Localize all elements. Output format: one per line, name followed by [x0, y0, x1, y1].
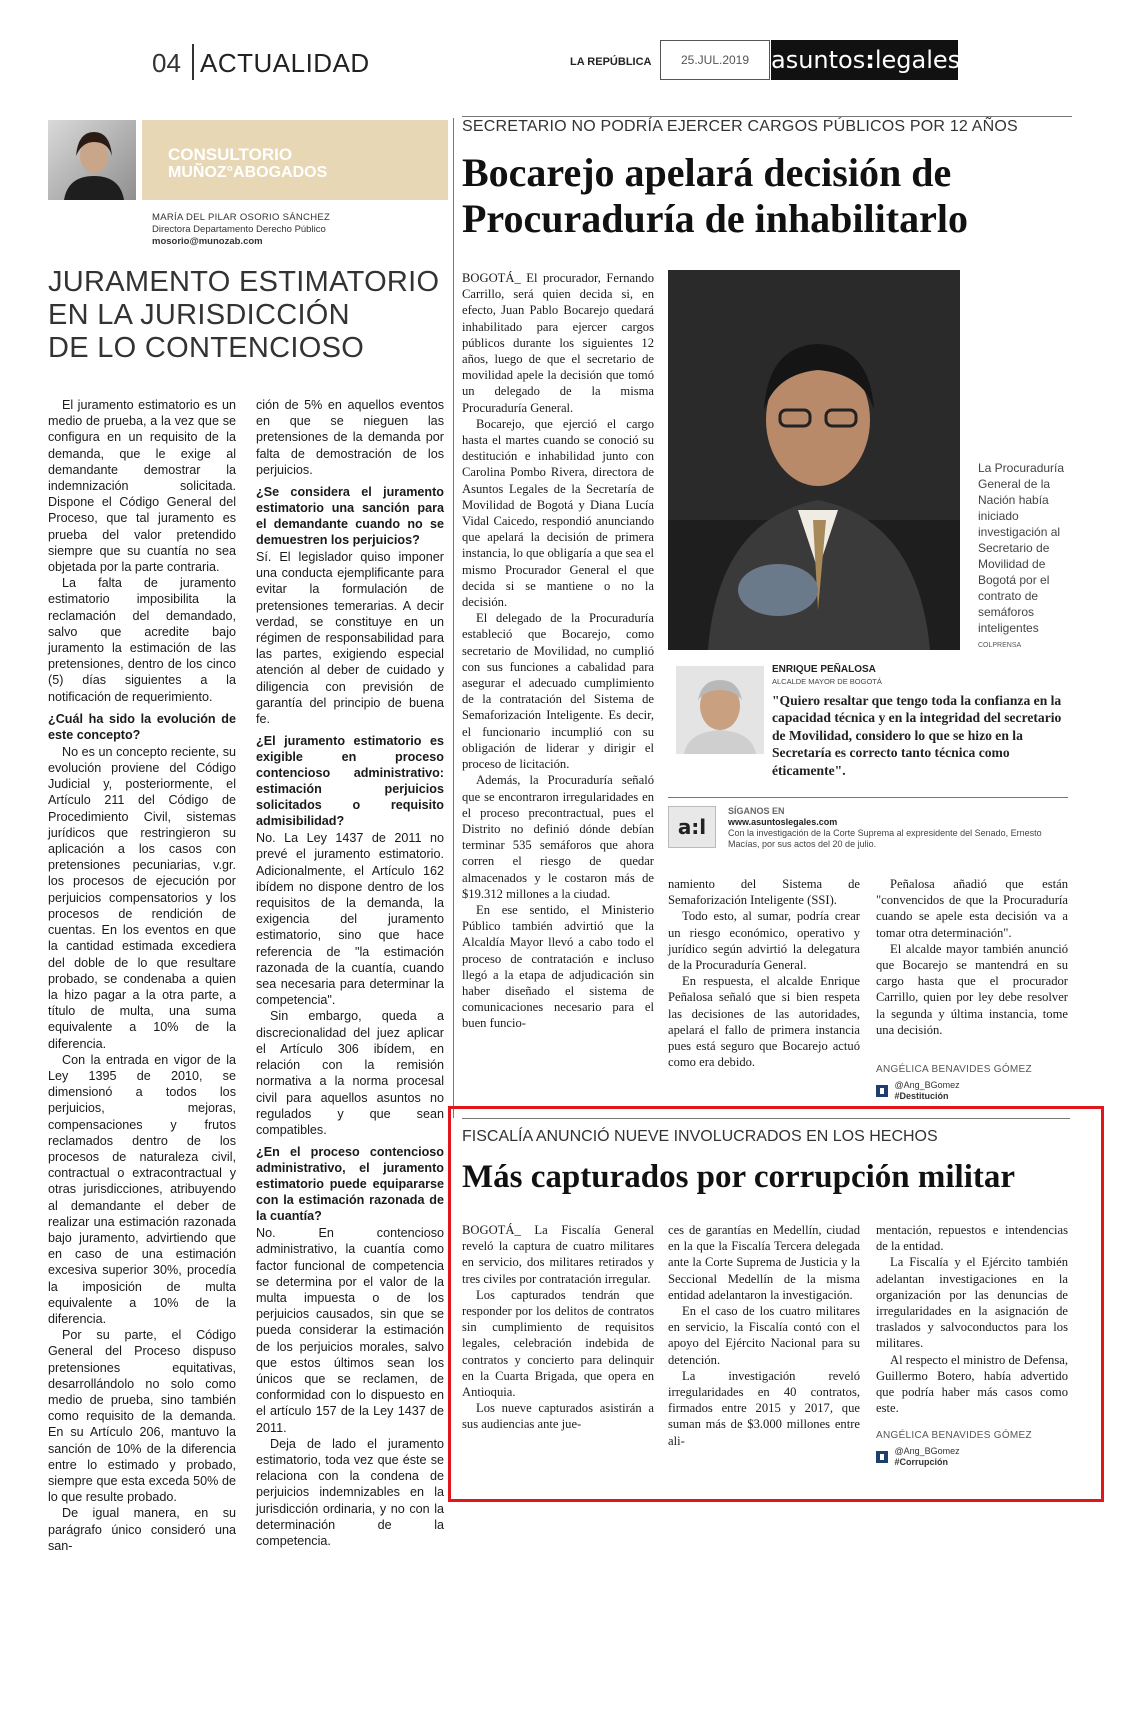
story2-author: ANGÉLICA BENAVIDES GÓMEZ — [876, 1430, 1032, 1441]
story1-headline: Bocarejo apelará decisión de Procuraduría de inhabilitarlo — [462, 150, 968, 241]
follow-rule — [668, 797, 1068, 798]
paragraph: No es un concepto reciente, su evolución proviene del Código Judicial y, posteriormente, el Artículo 211 del Código de Procedimiento Civil, sistemas jurídicos que restringieron su aplicación a los casos con pretensiones pecuniarias, v.gr. los procesos de ejecución por perjuicios compensatorios y los procesos de rendición de cuentas. En los eventos en que la cantidad estimada excediera del doble de lo que resultare probado, se condenaba a quien la hizo pagar a la otra parte, a título de multa, una suma equivalente a 10% de la diferencia. — [48, 744, 236, 1051]
paragraph: Todo esto, al sumar, podría crear un riesgo económico, operativo y jurídico según advirtió la delegatura de la Procuraduría General. — [668, 909, 860, 973]
paragraph: El delegado de la Procuraduría estableció que Bocarejo, como secretario de Movilidad, no cumplió con sus funciones a cabalidad para asegurar el adecuado cumplimiento de la contratación del Sistema de Semaforización Inteligente. Es decir, el funcionario incumplió con su obligación de liderar y dirigir el proceso de licitación. — [462, 611, 654, 772]
hashtag[interactable]: #Corrupción — [894, 1457, 949, 1467]
story1-column-1 — [462, 270, 654, 1090]
paragraph: Con la entrada en vigor de la Ley 1395 de 2010, se dimensionó a todos los perjuicios, mejoras, compensaciones y frutos reclamados dentro de los procesos de naturaleza civil, contractual o extracontractual y otras jurisdicciones, atribuyendo al demandante el deber de realizar una estimación razonada bajo juramento, advirtiendo que en caso de una estimación excesiva superior 30%, procedía la imposición de multa equivalente a 10% de la diferencia. — [48, 1052, 236, 1326]
page-number: 04 — [152, 48, 181, 78]
paragraph: Sin embargo, queda a discrecionalidad del juez aplicar el Artículo 306 ibídem, en relación con la remisión normativa a la norma procesal civil para aquellos asuntos no regulados y que sean compatibles. — [256, 1009, 444, 1137]
story1-kicker: SECRETARIO NO PODRÍA EJERCER CARGOS PÚBLICOS POR 12 AÑOS — [462, 118, 1018, 135]
quote-name: ENRIQUE PEÑALOSA — [772, 664, 876, 675]
paragraph: La falta de juramento estimatorio imposibilita la reclamación del demandado, salvo que acredite bajo juramento la estimación de las pretensiones, dentro de los cinco (5) días siguientes a la notificación de requerimiento. — [48, 576, 236, 704]
consultorio-band — [142, 120, 448, 200]
story2-column-2 — [668, 1222, 860, 1449]
story2-kicker: FISCALÍA ANUNCIÓ NUEVE INVOLUCRADOS EN LOS HECHOS — [462, 1128, 938, 1145]
person-icon — [676, 666, 764, 754]
page-header — [0, 0, 1122, 90]
paragraph: Sí. El legislador quiso imponer una conducta ejemplificante para evitar la formulación de pretensiones temerarias. A decir verdad, se constituye en un régimen de responsabilidad para las partes, exigiendo especial atención al deber de cuidado y diligencia con previsión de garantía del principio de buena fe. — [256, 550, 444, 727]
story2-headline: Más capturados por corrupción militar — [462, 1159, 1016, 1195]
follow-label: SÍGANOS EN — [728, 806, 785, 816]
paragraph: Al respecto el ministro de Defensa, Guillermo Botero, había advertido que podría haber más casos como este. — [876, 1352, 1068, 1416]
question-heading: ¿Cuál ha sido la evolución de este concepto? — [48, 711, 236, 742]
paragraph: El alcalde mayor también anunció que Bocarejo se mantendrá en su cargo hasta que el procurador Carrillo, quien por ley debe resolver la segunda y última instancia, tome una decisión. — [876, 941, 1068, 1037]
paragraph: mentación, repuestos e intendencias de la entidad. — [876, 1223, 1068, 1254]
follow-block — [728, 806, 1058, 850]
story2-column-1 — [462, 1222, 654, 1433]
brand-logo: asuntos:legales — [771, 40, 958, 80]
story1-column-3 — [876, 876, 1068, 1038]
paragraph: namiento del Sistema de Semaforización Inteligente (SSI). — [668, 877, 860, 908]
story2-top-rule — [462, 1118, 1070, 1119]
paragraph: No. La Ley 1437 de 2011 no prevé el juramento estimatorio. Adicionalmente, el Artículo 162 ibídem no dispone dentro de los requisitos de la demanda, la exigencia del juramento estimatorio, sino que hace referencia de "la estimación razonada de la cuantía, cuando sea necesaria para determinar la competencia". — [256, 831, 444, 1008]
paragraph: BOGOTÁ_ El procurador, Fernando Carrillo, será quien decida si, en efecto, Juan Pablo Bocarejo quedará inhabilitado para ejercer cargos públicos durante los siguientes 12 años, luego de que el secretario de movilidad apele la decisión que tomó un delegado de la misma Procuraduría General. — [462, 271, 654, 415]
twitter-handle[interactable]: @Ang_BGomez — [894, 1080, 960, 1090]
author-role: Directora Departamento Derecho Público — [152, 224, 326, 235]
quote-role: ALCALDE MAYOR DE BOGOTÁ — [772, 677, 882, 686]
header-divider — [192, 44, 194, 80]
hashtag[interactable]: #Destitución — [894, 1091, 949, 1101]
follow-logo: a:l — [668, 806, 716, 848]
paragraph: Además, la Procuraduría señaló que se encontraron irregularidades en el proceso precontractual, pues el Distrito no definió dónde debían terminar 535 semáforos que ahora corren el riesgo de quedar almacenados y le costaron más de $19.312 millones a la ciudad. — [462, 773, 654, 901]
story1-photo — [668, 270, 960, 650]
photo-credit: COLPRENSA — [978, 642, 1022, 649]
paragraph: En respuesta, el alcalde Enrique Peñalosa señaló que si bien respeta las decisiones de las autoridades, apelará el fallo de primera instancia pues está seguro que Bocarejo actuó como era debido. — [668, 974, 860, 1070]
author-name: MARÍA DEL PILAR OSORIO SÁNCHEZ — [152, 212, 331, 223]
question-heading: ¿Se considera el juramento estimatorio una sanción para el demandante cuando no se demuestren los perjuicios? — [256, 485, 444, 548]
paragraph: Los capturados tendrán que responder por los delitos de contratos sin cumplimiento de requisitos legales, celebración indebida de contratos y concierto para delinquir en la Cuarta Brigada, que opera en Antioquia. — [462, 1287, 654, 1400]
twitter-icon — [876, 1451, 888, 1463]
photo-caption: La Procuraduría General de la Nación había iniciado investigación al Secretario de Movilidad de Bogotá por el contrato de semáforos inteligentes — [978, 461, 1065, 635]
author-block — [152, 212, 330, 248]
paragraph: Bocarejo, que ejerció el cargo hasta el martes cuando se conoció su destitución e inhabilidad junto con Carolina Pombo Rivera, directora de Asuntos Legales de la Secretaría de Movilidad de Bogotá y Diana Lucía Vidal Caicedo, respondió anunciando que apelará la decisión de primera instancia, lo que obligaría a que sea el mismo Procurador General el que decida si se mantiene o no la decisión. — [462, 416, 654, 610]
paragraph: En ese sentido, el Ministerio Público también advirtió que la Alcaldía Mayor llevó a cabo todo el proceso de contratación e incluso llegó a la etapa de adjudicación sin haber diseñado el sistema de comunicaciones necesario para el buen funcio- — [462, 902, 654, 1031]
story1-author: ANGÉLICA BENAVIDES GÓMEZ — [876, 1064, 1032, 1075]
paragraph: Peñalosa añadió que están "convencidos de que la Procuraduría cuando se apele esta decisión va a tomar otra determinación". — [876, 877, 1068, 940]
paragraph: La investigación reveló irregularidades en 40 contratos, firmados entre 2015 y 2017, que suman más de $3.000 millones entre ali- — [668, 1368, 860, 1448]
column-divider — [453, 118, 454, 1118]
paragraph: Deja de lado el juramento estimatorio, toda vez que éste se relaciona con la condena de perjuicios indemnizables en la jurisdicción ordinaria, y no con la determinación de la competencia. — [256, 1436, 444, 1548]
follow-url[interactable]: www.asuntoslegales.com — [728, 817, 838, 827]
question-heading: ¿En el proceso contencioso administrativo, el juramento estimatorio puede equipararse con la estimación razonada de la cuantía? — [256, 1145, 444, 1224]
section-title: ACTUALIDAD — [200, 48, 370, 78]
column-title: JURAMENTO ESTIMATORIO EN LA JURISDICCIÓN DE LO CONTENCIOSO — [48, 266, 440, 364]
story2-column-3 — [876, 1222, 1068, 1416]
twitter-icon — [876, 1085, 888, 1097]
paragraph: ción de 5% en aquellos eventos en que se nieguen las pretensiones de la demanda por falta de demostración de los perjuicios. — [256, 398, 444, 477]
consultorio-column-2 — [256, 397, 444, 1549]
consultorio-label: CONSULTORIO MUÑOZ°ABOGADOS — [168, 145, 328, 181]
author-photo — [48, 120, 136, 200]
newspaper-name: LA REPÚBLICA — [570, 56, 652, 68]
official-photo-icon — [668, 270, 960, 650]
story1-social — [876, 1080, 960, 1102]
story1-column-2 — [668, 876, 860, 1070]
story-top-rule — [462, 116, 1072, 117]
paragraph: ces de garantías en Medellín, ciudad en la que la Fiscalía Tercera delegada ante la Corte Suprema de Justicia y la Seccional Medellín de la misma entidad adelantaron la investigación. — [668, 1223, 860, 1302]
paragraph: Por su parte, el Código General del Proceso dispuso pretensiones equitativas, desarrollándolo no solo como medio de prueba, sino también como requisito de la demanda. En su Artículo 206, mantuvo la sanción de 10% de la diferencia entre lo estimado y probado, siempre que esta exceda 50% de lo que resulte probado. — [48, 1328, 236, 1505]
person-icon — [48, 120, 136, 200]
paragraph: De igual manera, en su parágrafo único consideró una san- — [48, 1506, 236, 1553]
paragraph: La Fiscalía y el Ejército también adelantan investigaciones en la organización por las denuncias de irregularidades en la asignación de traslados y salvoconductos para los militares. — [876, 1255, 1068, 1351]
quote-portrait — [676, 666, 764, 754]
follow-text: Con la investigación de la Corte Suprema al expresidente del Senado, Ernesto Macías, por sus actos del 20 de julio. — [728, 828, 1042, 849]
consultorio-column-1 — [48, 397, 236, 1554]
twitter-handle[interactable]: @Ang_BGomez — [894, 1446, 960, 1456]
story2-social — [876, 1446, 960, 1468]
paragraph: Los nueve capturados asistirán a sus audiencias ante jue- — [462, 1401, 654, 1432]
paragraph: El juramento estimatorio es un medio de prueba, a la vez que se configura en un requisito de la demanda, que le exige al demandante demostrar la indemnización solicitada. Dispone el Código General del Proceso, que tal juramento es prueba del valor pretendido siempre que su cuantía no sea objetada por la parte contraria. — [48, 398, 236, 575]
author-email[interactable]: mosorio@munozab.com — [152, 236, 263, 247]
paragraph: BOGOTÁ_ La Fiscalía General reveló la captura de cuatro militares en servicio, dos militares retirados y tres civiles por contratación irregular. — [462, 1223, 654, 1286]
paragraph: No. En contencioso administrativo, la cuantía como factor funcional de competencia se determina por el valor de la multa impuesta o de los perjuicios causados, sin que se pueda considerar la estimación de los perjuicios morales, salvo que estos últimos sean los únicos que se reclamen, de conformidad con lo dispuesto en el artículo 157 de la Ley 1437 de 2011. — [256, 1226, 444, 1435]
pull-quote: "Quiero resaltar que tengo toda la confianza en la capacidad técnica y en la integridad del secretario de Movilidad, considero lo que se hizo en la Secretaría es correcto tanto técnica como éticamente". — [772, 693, 1062, 778]
question-heading: ¿El juramento estimatorio es exigible en proceso contencioso administrativo: estimación perjuicios solicitados o requisito admisibilidad? — [256, 734, 444, 829]
paragraph: En el caso de los cuatro militares en servicio, la Fiscalía contó con el apoyo del Ejército Nacional para su detención. — [668, 1304, 860, 1367]
issue-date: 25.JUL.2019 — [660, 40, 770, 80]
